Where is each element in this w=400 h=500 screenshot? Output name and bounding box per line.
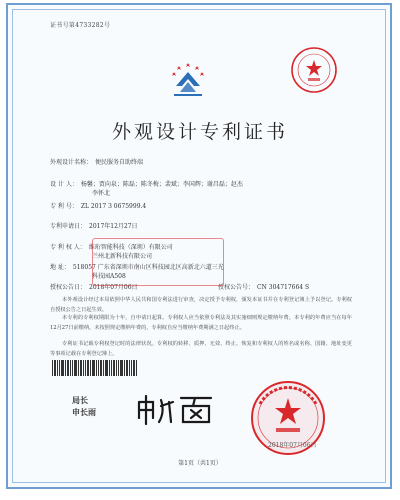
designer-value-line2: 李怀北 (92, 190, 111, 197)
address-label: 地 址： (50, 264, 70, 271)
filing-date-label: 专利申请日： (50, 223, 87, 230)
certificate-number: 证书号第4733282号 (50, 22, 111, 29)
address-value-line2: 科技园A508 (92, 273, 126, 280)
certificate-title: 外观设计专利证书 (111, 121, 288, 143)
page-footer: 第1页（共1页） (178, 460, 222, 467)
filing-date-value: 2017年12月27日 (89, 223, 138, 230)
body-paragraph-3: 专利证书记载专利权登记时的法律状况。专利权的转移、质押、无效、终止、恢复和专利权人的姓名或名称、国籍、地址变更等事项记载在专利登记簿上。 (50, 341, 352, 357)
design-name-row (50, 157, 143, 166)
grant-date-label: 授权公告日： (50, 284, 87, 291)
designer-label: 设 计 人： (50, 181, 78, 188)
grant-date-value: 2018年07月06日 (89, 284, 138, 291)
grant-no-row (218, 282, 309, 291)
grant-no-label: 授权公告号： (218, 284, 255, 291)
body-paragraph-2: 本专利的专利权期限为十年，自申请日起算。专利权人应当依照专利法及其实施细则规定缴纳年费。本专利的年费应当在每年12月27日前缴纳。未按照规定缴纳年费的，专利权自应当缴纳年费期满之日起终止。 (50, 315, 352, 331)
body-paragraph-1: 本外观设计经过本局依照中华人民共和国专利法进行审查，决定授予专利权，颁发本证书并在专利登记簿上予以登记。专利权自授权公告之日起生效。 (50, 297, 352, 313)
designer-value: 杨馨；贾向泉；陈磊；陈冬梅；裴斌；李国辉；谢昌磊；赵杰 (80, 181, 243, 188)
seal-date: 2018年07月06日 (268, 442, 317, 449)
patentee-value: 维珩智能科技（深圳）有限公司 (88, 244, 173, 251)
design-name-value: 便民服务自助终端 (95, 159, 144, 166)
patent-no-value: ZL 2017 3 0675999.4 (80, 203, 147, 210)
cnipa-logo-icon (168, 62, 208, 100)
grant-no-value: CN 304717664 S (257, 284, 310, 291)
patent-no-label: 专 利 号： (50, 203, 78, 210)
filing-date-row (50, 221, 138, 230)
director-name-label: 申长雨 (72, 407, 96, 417)
patent-no-row (50, 201, 146, 210)
design-name-label: 外观设计名称： (50, 159, 93, 166)
patentee-value-line2: 兰州北新科技有限公司 (92, 253, 153, 260)
patent-office-seal-icon (290, 46, 338, 94)
director-signature-icon (135, 392, 215, 426)
patentee-label: 专 利 权 人： (50, 244, 86, 251)
director-label: 局长 (72, 395, 88, 405)
designer-row (50, 179, 243, 188)
address-value: 518057 广东省深圳市南山区科技园北区高新北六道三光 (72, 264, 224, 271)
company-stamp-overlay (92, 238, 224, 286)
barcode-icon (52, 360, 138, 376)
